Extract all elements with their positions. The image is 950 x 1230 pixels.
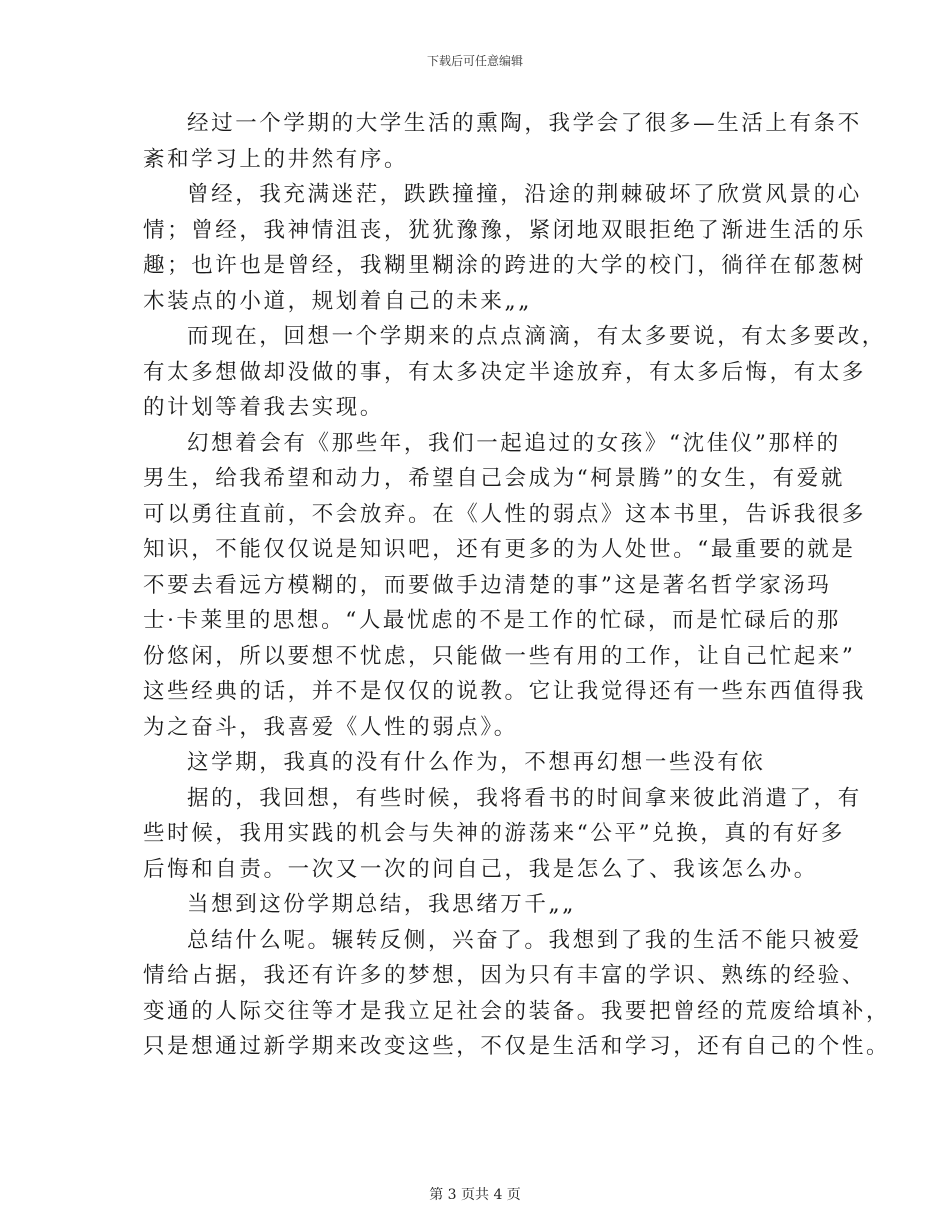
text-line: 紊和学习上的井然有序。: [143, 146, 409, 172]
text-line: 些时候，我用实践的机会与失神的游荡来“公平”兑换，真的有好多: [143, 821, 845, 846]
text-line: 据的，我回想，有些时候，我将看书的时间拿来彼此消遣了，有: [187, 785, 862, 811]
document-body: [143, 106, 891, 1065]
text-line: 趣；也许也是曾经，我糊里糊涂的跨进的大学的校门，徜徉在郁葱树: [143, 253, 867, 278]
text-line: 的计划等着我去实现。: [143, 395, 385, 420]
text-line: 为之奋斗，我喜爱《人性的弱点》。: [143, 714, 518, 740]
text-line: 这学期，我真的没有什么作为，不想再幻想一些没有依: [187, 750, 766, 775]
text-line: 男生，给我希望和动力，希望自己会成为“柯景腾”的女生，有爱就: [143, 466, 845, 491]
text-line: 不要去看远方模糊的，而要做手边清楚的事”这是著名哲学家汤玛: [143, 572, 832, 598]
text-line: 有太多想做却没做的事，有太多决定半途放弃，有太多后悔，有太多: [143, 359, 867, 385]
text-line: 幻想着会有《那些年，我们一起追过的女孩》“沈佳仪”那样的: [187, 430, 841, 456]
text-line: 变通的人际交往等才是我立足社会的装备。我要把曾经的荒废给填补，: [143, 998, 891, 1024]
text-line: 只是想通过新学期来改变这些，不仅是生活和学习，还有自己的个性。: [143, 1034, 891, 1059]
text-line: 情给占据，我还有许多的梦想，因为只有丰富的学识、熟练的经验、: [143, 963, 867, 988]
text-line: 木装点的小道，规划着自己的未来„„: [143, 288, 532, 314]
text-line: 可以勇往直前，不会放弃。在《人性的弱点》这本书里，告诉我很多: [143, 501, 867, 527]
text-line: 总结什么呢。辗转反侧，兴奋了。我想到了我的生活不能只被爱: [187, 927, 862, 953]
text-line: 情；曾经，我神情沮丧，犹犹豫豫，紧闭地双眼拒绝了渐进生活的乐: [143, 217, 867, 243]
page-header: 下载后可任意编辑: [426, 54, 523, 68]
text-line: 后悔和自责。一次又一次的问自己，我是怎么了、我该怎么办。: [143, 856, 818, 882]
text-line: 当想到这份学期总结，我思绪万千„„: [187, 892, 576, 917]
page-footer: 第 3 页共 4 页: [429, 1187, 521, 1203]
text-line: 曾经，我充满迷茫，跌跌撞撞，沿途的荆棘破坏了欣赏风景的心: [187, 182, 862, 207]
text-line: 份悠闲，所以要想不忧虑，只能做一些有用的工作，让自己忙起来”: [143, 643, 856, 669]
text-line: 而现在，回想一个学期来的点点滴滴，有太多要说，有太多要改，: [187, 324, 886, 349]
text-line: 经过一个学期的大学生活的熏陶，我学会了很多—生活上有条不: [187, 111, 862, 136]
text-line: 士·卡莱里的思想。“人最忧虑的不是工作的忙碌，而是忙碌后的那: [143, 608, 841, 633]
text-line: 这些经典的话，并不是仅仅的说教。它让我觉得还有一些东西值得我: [143, 679, 867, 704]
text-line: 知识，不能仅仅说是知识吧，还有更多的为人处世。“最重要的就是: [143, 537, 856, 562]
